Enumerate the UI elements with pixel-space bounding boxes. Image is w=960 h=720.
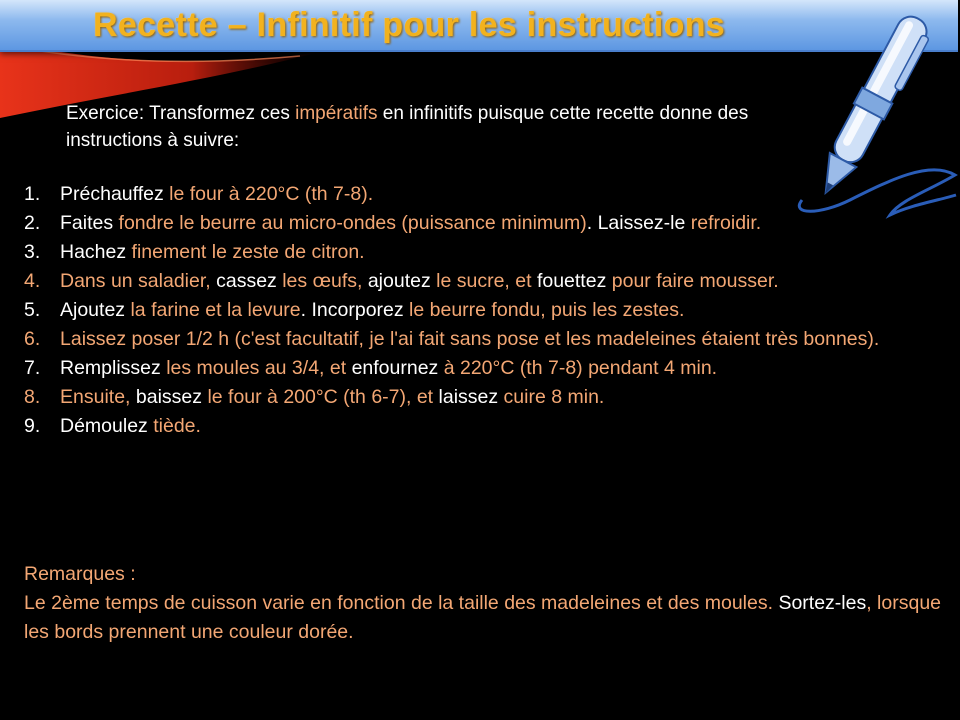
step-segment: Préchauffez [60, 183, 170, 205]
exercise-text-highlight: impératifs [295, 103, 378, 124]
step-segment: Faites [60, 212, 119, 234]
step-segment: Laissez [60, 328, 132, 350]
step-segment: . Incorporez [300, 299, 410, 321]
step-text [60, 238, 944, 267]
step-number: 7. [24, 357, 41, 379]
step-segment: le four à 200°C (th 6-7), et [207, 386, 439, 408]
step-number: 5. [24, 299, 41, 321]
recipe-step [24, 209, 944, 238]
step-number: 8. [24, 386, 41, 408]
step-segment: fondre le beurre au micro-ondes (puissance minimum) [118, 212, 587, 234]
step-segment: cassez [216, 270, 283, 292]
slide-title: Recette – Infinitif pour les instructions [93, 5, 725, 44]
recipe-step [24, 325, 944, 354]
exercise-text-2: en infinitifs puisque cette recette donne des instructions à suivre: [66, 103, 749, 151]
step-segment: cuire 8 min. [503, 386, 605, 408]
remarks-text-2: Sortez-les [778, 592, 867, 614]
step-segment: le four à 220°C (th 7-8). [169, 183, 374, 205]
recipe-step [24, 238, 944, 267]
recipe-steps-list [24, 180, 944, 441]
step-segment: tiède. [153, 415, 201, 437]
step-text [60, 383, 944, 412]
remarks-text-3: , lorsque les bords prennent une couleur dorée. [24, 592, 942, 643]
step-segment: ajoutez [367, 270, 437, 292]
step-text [60, 296, 944, 325]
step-segment: la farine et la levure [130, 299, 301, 321]
step-number: 3. [24, 241, 41, 263]
remarks-body [24, 589, 954, 647]
step-segment: Remplissez [60, 357, 167, 379]
step-segment: Hachez [60, 241, 132, 263]
exercise-instructions [66, 100, 786, 154]
recipe-step [24, 383, 944, 412]
step-segment: Dans un saladier, [60, 270, 217, 292]
step-segment: les moules au 3/4, et [166, 357, 352, 379]
remarks-heading: Remarques : [24, 563, 136, 585]
recipe-step [24, 267, 944, 296]
recipe-step [24, 412, 944, 441]
step-number: 2. [24, 212, 41, 234]
step-segment: baissez [135, 386, 208, 408]
step-number: 6. [24, 328, 41, 350]
step-segment: poser 1/2 h (c'est facultatif, je l'ai fait sans pose et les madeleines étaient très bonnes). [131, 328, 880, 350]
step-segment: refroidir. [690, 212, 762, 234]
step-number: 9. [24, 415, 41, 437]
step-segment: à 220°C (th 7-8) pendant 4 min. [443, 357, 718, 379]
step-segment: pour faire mousser. [611, 270, 779, 292]
step-number: 1. [24, 183, 41, 205]
step-number: 4. [24, 270, 41, 292]
step-text [60, 412, 944, 441]
step-text [60, 209, 944, 238]
exercise-text-1: Exercice: Transformez ces [66, 103, 296, 124]
recipe-step [24, 296, 944, 325]
remarks-section [24, 560, 954, 647]
step-segment: le beurre fondu, puis les zestes. [409, 299, 685, 321]
step-segment: laissez [438, 386, 504, 408]
step-segment: . Laissez-le [586, 212, 691, 234]
step-segment: fouettez [536, 270, 612, 292]
recipe-step [24, 354, 944, 383]
step-segment: le sucre, et [436, 270, 537, 292]
step-segment: enfournez [351, 357, 444, 379]
step-text [60, 354, 944, 383]
step-text [60, 267, 944, 296]
step-text [60, 180, 944, 209]
remarks-text-1: Le 2ème temps de cuisson varie en fonction de la taille des madeleines et des moules. [24, 592, 779, 614]
step-segment: finement le zeste de citron. [131, 241, 365, 263]
recipe-step [24, 180, 944, 209]
step-segment: Démoulez [60, 415, 154, 437]
step-segment: Ajoutez [60, 299, 131, 321]
step-text [60, 325, 944, 354]
step-segment: les œufs, [282, 270, 368, 292]
step-segment: Ensuite, [60, 386, 136, 408]
